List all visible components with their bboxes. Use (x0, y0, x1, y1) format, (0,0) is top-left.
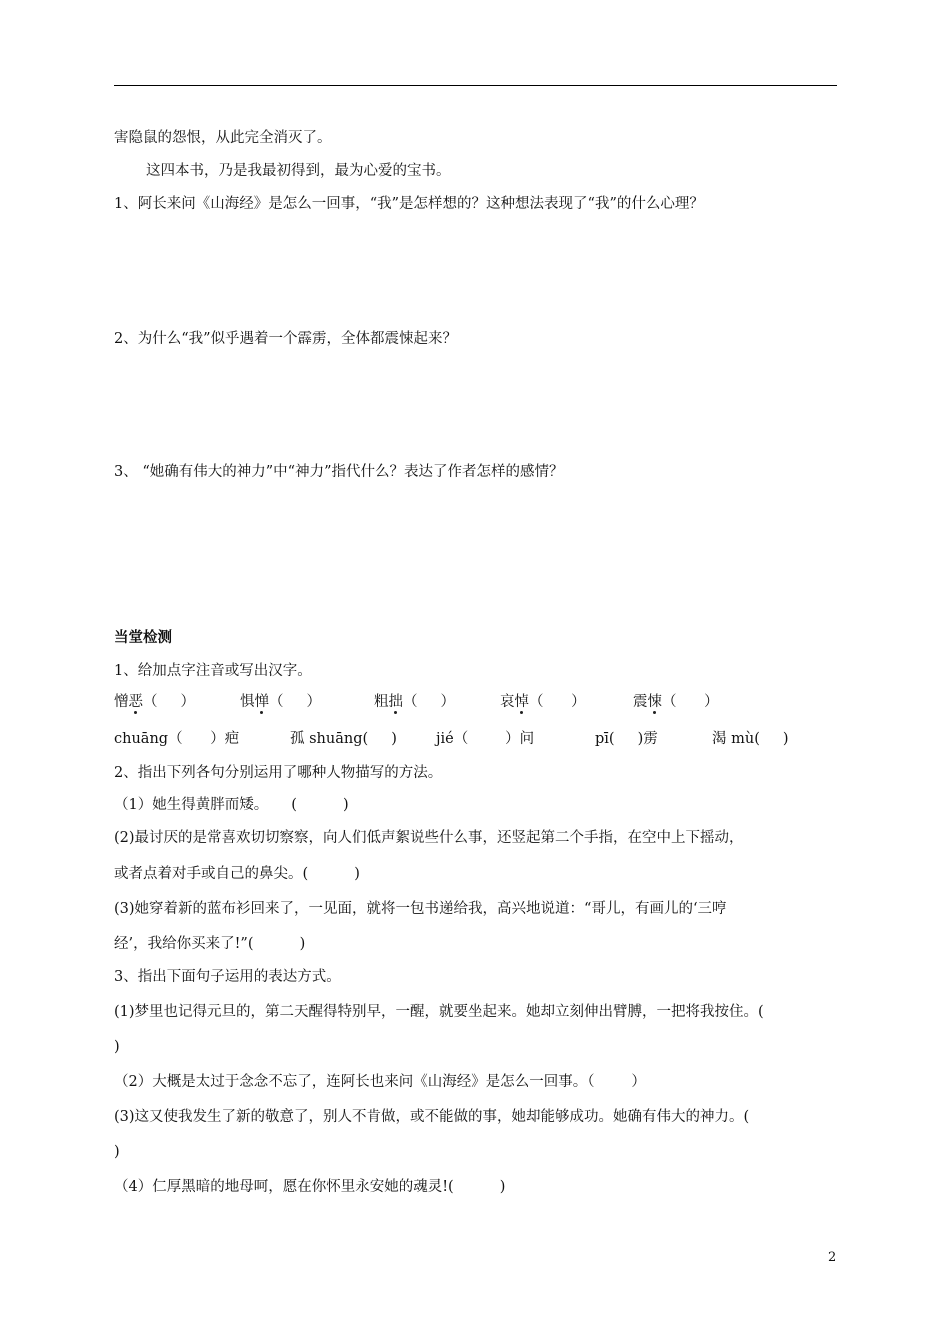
word-aidao: 哀悼（ ） (500, 694, 586, 710)
task2-sentence-3b: 经’，我给你买来了!”( ) (114, 936, 306, 952)
header-rule (114, 85, 837, 86)
pinyin-shuang: 孤 shuāng( ) (290, 731, 397, 747)
page-number: 2 (828, 1250, 837, 1265)
word-zhensong: 震悚（ ） (633, 694, 719, 710)
task3-sentence-1b: ) (114, 1039, 120, 1055)
word-cuzhuo: 粗拙（ ） (374, 694, 456, 710)
task3-sentence-3b: ) (114, 1144, 120, 1160)
task3-sentence-3a: (3)这又使我发生了新的敬意了，别人不肯做，或不能做的事，她却能够成功。她确有伟大的神力。( (114, 1109, 750, 1125)
question-3: 3、 “她确有伟大的神力”中“神力”指代什么？表达了作者怎样的感情？ (114, 464, 564, 480)
task3-sentence-2: （2）大概是太过于念念不忘了，连阿长也来问《山海经》是怎么一回事。（ ） (114, 1074, 646, 1090)
question-1: 1、阿长来问《山海经》是怎么一回事，“我”是怎样想的？这种想法表现了“我”的什么心理？ (114, 196, 704, 212)
question-2: 2、为什么“我”似乎遇着一个霹雳，全体都震悚起来？ (114, 331, 458, 347)
passage-line-2: 这四本书，乃是我最初得到，最为心爱的宝书。 (146, 163, 451, 179)
word-judan: 惧惮（ ） (240, 694, 322, 710)
task2-sentence-3a: (3)她穿着新的蓝布衫回来了，一见面，就将一包书递给我，高兴地说道：“哥儿，有画儿的‘三哼 (114, 901, 727, 917)
task3-title: 3、指出下面句子运用的表达方式。 (114, 969, 341, 985)
task2-sentence-1: （1）她生得黄胖而矮。 ( ) (114, 797, 349, 813)
task1-title: 1、给加点字注音或写出汉字。 (114, 663, 312, 679)
task2-title: 2、指出下列各句分别运用了哪种人物描写的方法。 (114, 765, 443, 781)
task3-sentence-4: （4）仁厚黑暗的地母呵，愿在你怀里永安她的魂灵!( ) (114, 1179, 506, 1195)
task2-sentence-2a: (2)最讨厌的是常喜欢切切察察，向人们低声絮说些什么事，还竖起第二个手指，在空中上下摇动， (114, 830, 744, 846)
word-zengwu: 憎恶（ ） (114, 694, 196, 710)
task2-sentence-2b: 或者点着对手或自己的鼻尖。( ) (114, 866, 360, 882)
pinyin-mu: 渴 mù( ) (712, 731, 789, 747)
pinyin-pi: pī( )雳 (595, 731, 658, 747)
pinyin-jie: jié（ ）问 (436, 731, 535, 747)
passage-line-1: 害隐鼠的怨恨，从此完全消灭了。 (114, 130, 332, 146)
pinyin-chuang: chuāng（ ）疤 (114, 731, 240, 747)
section-title: 当堂检测 (114, 630, 172, 646)
task3-sentence-1a: (1)梦里也记得元旦的，第二天醒得特别早，一醒，就要坐起来。她却立刻伸出臂膊，一把将我按住。( (114, 1004, 764, 1020)
